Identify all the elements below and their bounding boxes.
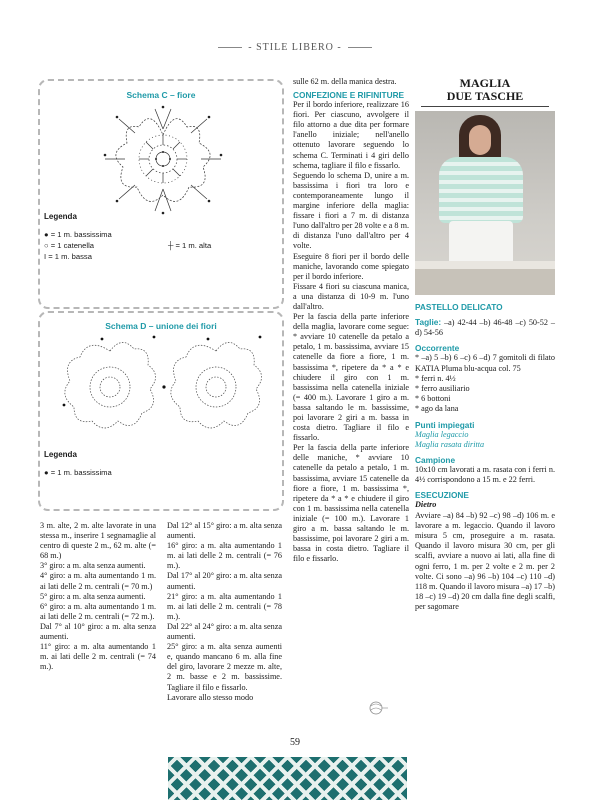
paragraph: sulle 62 m. della manica destra. [293, 77, 397, 86]
legend-item: ● = 1 m. bassissima [44, 468, 112, 477]
paragraph: Dal 7° al 10° giro: a m. alta senza aumenti. [40, 621, 156, 642]
paragraph: 6° giro: a m. alta aumentando 1 m. ai lati delle 2 m. centrali (= 72 m.). [40, 601, 156, 621]
legend-item: I = 1 m. bassa [44, 252, 92, 261]
text-column-2 [167, 521, 282, 703]
paragraph: Fissare 4 fiori su ciascuna manica, a una distanza di 10-9 m. l'uno dall'altro. [293, 281, 409, 311]
schema-c-legend-title: Legenda [44, 212, 77, 221]
sidebar [415, 77, 555, 613]
paragraph: Per la fascia della parte inferiore delle maniche, * avviare 10 catenelle da petalo a petalo, 1 m. bassissima, avviare 15 catenelle da fiore a fiore, 1 m. bassissima *, ripetere da * a * e chiudere il giro con 1 m. bassissima nella catenella iniziale (= 100 m.). Lavorare 1 giro a m. bassa saltando le m. bassissime, poi lavorare 2 giri a m. bassa in costa dietro. Tagliare il filo e fissarlo. [293, 443, 409, 564]
paragraph: 21° giro: a m. alta aumentando 1 m. ai lati delle 2 m. centrali (= 78 m.). [167, 591, 282, 621]
yarn-ball-icon [368, 700, 388, 716]
schema-d-box [38, 311, 284, 511]
legend-item: ┼ = 1 m. alta [168, 241, 212, 250]
paragraph: Eseguire 8 fiori per il bordo delle maniche, lavorando come spiegato per il bordo inferiore. [293, 251, 409, 281]
text-column-1 [40, 521, 156, 672]
sidebar-body: Taglie: –a) 42-44 –b) 46-48 –c) 50-52 –d) 54-56 Occorrente * –a) 5 –b) 6 –c) 6 –d) 7 gomitoli di filato KATIA Pluma blu-acqua col. 75 * ferri n. 4½ * ferro ausiliario * 6 bottoni * ago da lana Punti impiegati Maglia legaccio Maglia rasata diritta Campione 10x10 cm lavorati a m. rasata con i ferri n. 4½ corrispondono a 15 m. e 22 ferri. ESECUZIONE Dietro Avviare –a) 84 –b) 92 –c) 98 –d) 106 m. e lavorare a m. legaccio. Quando il lavoro misura 5 cm, proseguire a m. rasata. Quando il lavoro misura 30 cm, per gli scalfi, avviare a nuovo ai lati, alla fine di ogni ferro, 1 m. per 2 volte e 2 m. per 2 volte. Ci sono –a) 96 –b) 104 –c) 110 –d) 118 m. Quando il lavoro misura –a) 17 –b) 18 –c) 19 –d) 20 cm dalla fine degli scalfi, per sagomare [415, 317, 555, 612]
paragraph: 4° giro: a m. alta aumentando 1 m. ai lati delle 2 m. centrali (= 70 m.) [40, 571, 156, 591]
joined-flowers-diagram [58, 335, 268, 435]
paragraph: Dal 12° al 15° giro: a m. alta senza aumenti. [167, 521, 282, 541]
paragraph: 5° giro: a m. alta senza aumenti. [40, 591, 146, 601]
knit-pattern-strip [168, 757, 407, 800]
divider [421, 106, 549, 107]
paragraph: 3 m. alte, 2 m. alte lavorate in una stessa m., inserire 1 segnamaglie al centro di queste 2 m., 62 m. alte (= 68 m.) [40, 521, 156, 561]
paragraph: Per il bordo inferiore, realizzare 16 fiori. Per ciascuno, avvolgere il filo attorno a due dita per formare l'anello iniziale; nell'anello ottenuto lavorare seguendo lo schema C. Terminati i 4 giri dello schema, tagliare il filo e fissarlo. [293, 100, 409, 170]
text-column-3 [293, 77, 409, 564]
schema-c-title: Schema C – fiore [126, 90, 196, 100]
paragraph: 11° giro: a m. alta aumentando 1 m. ai lati delle 2 m. centrali (= 74 m.). [40, 642, 156, 672]
running-header: - STILE LIBERO - [0, 42, 590, 53]
paragraph: Per la fascia della parte inferiore della maglia, lavorare come segue: * avviare 10 catenelle da petalo a petalo, 1 m. bassissima, avviare 15 catenelle da fiore a fiore, 1 m. bassissima *, ripetere da * a * e chiudere il giro con 1 m. bassissima nella catenella iniziale (= 400 m.). Lavorare 1 giro a m. bassa saltando le m. bassissime, poi lavorare 2 giri a m. bassa in costa dietro. Tagliare il filo e fissarlo. [293, 312, 409, 443]
paragraph: 3° giro: a m. alta senza aumenti. [40, 561, 146, 571]
paragraph: Lavorare allo stesso modo [167, 692, 254, 702]
paragraph: Dal 22° al 24° giro: a m. alta senza aumenti. [167, 621, 282, 642]
schema-d-legend-title: Legenda [44, 450, 77, 459]
paragraph: 25° giro: a m. alta senza aumenti e, quando mancano 6 m. alla fine del giro, lavorare 2 mezze m. alte, 2 m. basse e 2 m. bassissime. Tagliare il filo e fissarlo. [167, 642, 282, 692]
schema-d-title: Schema D – unione dei fiori [105, 321, 217, 331]
section-heading: CONFEZIONE E RIFINITURE [293, 90, 405, 101]
paragraph: Dal 17° al 20° giro: a m. alta senza aumenti. [167, 571, 282, 591]
paragraph: 16° giro: a m. alta aumentando 1 m. ai lati delle 2 m. centrali (= 76 m.). [167, 541, 282, 571]
paragraph: Seguendo lo schema D, unire a m. bassissima i fiori tra loro e contemporaneamente lungo il margine inferiore della maglia: fissare i fiori a 7 m. di distanza l'uno dall'altro per 28 volte e a 8 m. di distanza l'uno dall'altro per 4 volte. [293, 170, 409, 251]
model-photo [415, 111, 555, 295]
flower-diagram [103, 103, 223, 215]
legend-item: ● = 1 m. bassissima [44, 230, 112, 239]
sidebar-title: MAGLIA DUE TASCHE [446, 76, 524, 103]
schema-c-box [38, 79, 284, 309]
page-number: 59 [290, 737, 300, 748]
sidebar-subtitle: PASTELLO DELICATO [415, 302, 503, 312]
legend-item: ○ = 1 catenella [44, 241, 94, 250]
